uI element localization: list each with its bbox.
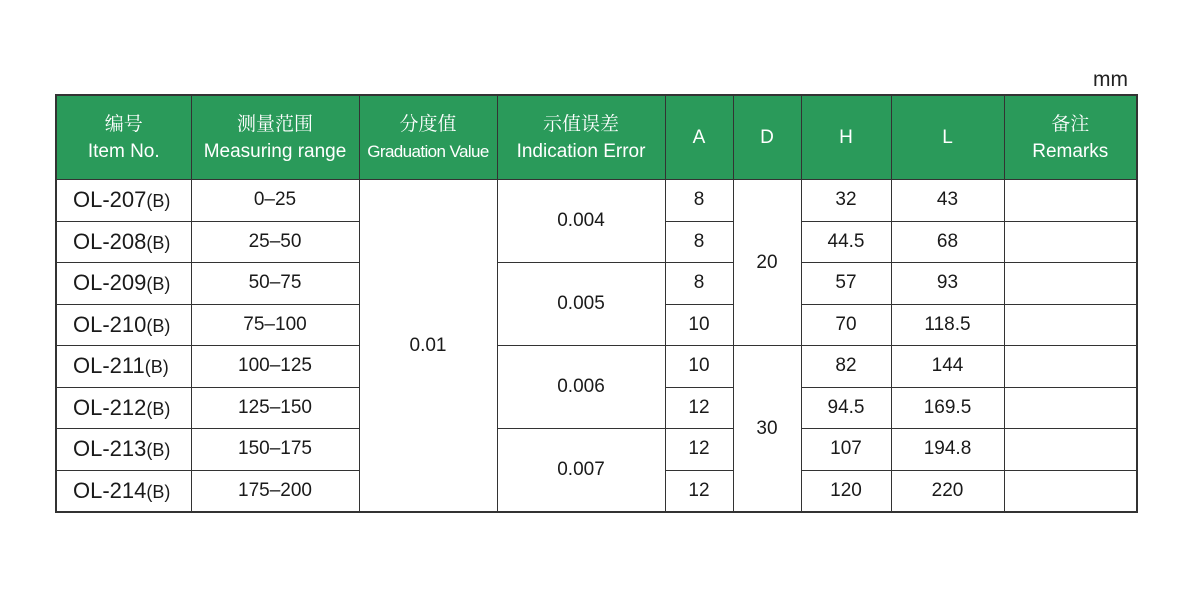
remarks-cell bbox=[1004, 221, 1137, 263]
range-cell: 125–150 bbox=[191, 387, 359, 429]
item-suffix: (B) bbox=[146, 274, 171, 295]
l-cell: 144 bbox=[891, 346, 1004, 388]
item-cell bbox=[56, 221, 191, 263]
header-range-en: Measuring range bbox=[203, 140, 347, 162]
h-cell: 120 bbox=[801, 470, 891, 512]
header-l: L bbox=[891, 95, 1004, 180]
unit-label: mm bbox=[1093, 68, 1128, 91]
range-cell: 175–200 bbox=[191, 470, 359, 512]
a-cell: 8 bbox=[665, 263, 733, 305]
range-cell: 0–25 bbox=[191, 180, 359, 222]
remarks-cell bbox=[1004, 304, 1137, 346]
header-h: H bbox=[801, 95, 891, 180]
range-cell: 75–100 bbox=[191, 304, 359, 346]
header-error-en: Indication Error bbox=[516, 140, 646, 162]
range-cell: 25–50 bbox=[191, 221, 359, 263]
header-graduation-cn: 分度值 bbox=[399, 113, 457, 135]
item-cell bbox=[56, 180, 191, 222]
error-cell: 0.005 bbox=[497, 263, 665, 346]
h-cell: 82 bbox=[801, 346, 891, 388]
item-suffix: (B) bbox=[144, 357, 169, 378]
table-row bbox=[56, 429, 1137, 471]
remarks-cell bbox=[1004, 180, 1137, 222]
range-cell: 100–125 bbox=[191, 346, 359, 388]
spec-table bbox=[55, 94, 1138, 513]
a-cell: 10 bbox=[665, 346, 733, 388]
header-item-cn: 编号 bbox=[104, 113, 143, 135]
l-cell: 93 bbox=[891, 263, 1004, 305]
item-code: OL-212 bbox=[73, 394, 147, 420]
header-range-cn: 测量范围 bbox=[236, 113, 313, 135]
l-cell: 169.5 bbox=[891, 387, 1004, 429]
item-code: OL-214 bbox=[73, 477, 147, 503]
item-cell bbox=[56, 470, 191, 512]
h-cell: 44.5 bbox=[801, 221, 891, 263]
item-code: OL-209 bbox=[73, 270, 147, 296]
table-row bbox=[56, 346, 1137, 388]
l-cell: 43 bbox=[891, 180, 1004, 222]
header-d: D bbox=[733, 95, 801, 180]
item-cell bbox=[56, 387, 191, 429]
a-cell: 12 bbox=[665, 429, 733, 471]
remarks-cell bbox=[1004, 429, 1137, 471]
item-suffix: (B) bbox=[146, 315, 171, 336]
item-suffix: (B) bbox=[146, 440, 171, 461]
l-cell: 118.5 bbox=[891, 304, 1004, 346]
h-cell: 94.5 bbox=[801, 387, 891, 429]
item-suffix: (B) bbox=[146, 481, 171, 502]
h-cell: 107 bbox=[801, 429, 891, 471]
item-code: OL-211 bbox=[73, 353, 145, 379]
h-cell: 32 bbox=[801, 180, 891, 222]
item-suffix: (B) bbox=[146, 398, 171, 419]
d-cell: 30 bbox=[733, 346, 801, 513]
header-error bbox=[497, 95, 665, 180]
header-row bbox=[56, 95, 1137, 180]
error-cell: 0.007 bbox=[497, 429, 665, 513]
item-cell bbox=[56, 304, 191, 346]
header-error-cn: 示值误差 bbox=[542, 113, 619, 135]
item-cell bbox=[56, 346, 191, 388]
error-cell: 0.004 bbox=[497, 180, 665, 263]
header-range bbox=[191, 95, 359, 180]
remarks-cell bbox=[1004, 387, 1137, 429]
range-cell: 150–175 bbox=[191, 429, 359, 471]
h-cell: 57 bbox=[801, 263, 891, 305]
l-cell: 220 bbox=[891, 470, 1004, 512]
item-cell bbox=[56, 263, 191, 305]
d-cell: 20 bbox=[733, 180, 801, 346]
remarks-cell bbox=[1004, 263, 1137, 305]
header-remarks bbox=[1004, 95, 1137, 180]
item-code: OL-208 bbox=[73, 228, 147, 254]
a-cell: 8 bbox=[665, 221, 733, 263]
item-code: OL-207 bbox=[73, 187, 147, 213]
item-suffix: (B) bbox=[146, 191, 171, 212]
range-cell: 50–75 bbox=[191, 263, 359, 305]
item-code: OL-210 bbox=[73, 311, 147, 337]
graduation-cell: 0.01 bbox=[359, 180, 497, 513]
header-remarks-cn: 备注 bbox=[1051, 113, 1090, 135]
remarks-cell bbox=[1004, 346, 1137, 388]
header-a: A bbox=[665, 95, 733, 180]
item-code: OL-213 bbox=[73, 436, 147, 462]
header-item bbox=[56, 95, 191, 180]
error-cell: 0.006 bbox=[497, 346, 665, 429]
item-cell bbox=[56, 429, 191, 471]
a-cell: 12 bbox=[665, 387, 733, 429]
item-suffix: (B) bbox=[146, 232, 171, 253]
header-graduation bbox=[359, 95, 497, 180]
h-cell: 70 bbox=[801, 304, 891, 346]
l-cell: 194.8 bbox=[891, 429, 1004, 471]
header-remarks-en: Remarks bbox=[1032, 140, 1109, 162]
table-row bbox=[56, 180, 1137, 222]
header-item-en: Item No. bbox=[87, 140, 160, 162]
a-cell: 12 bbox=[665, 470, 733, 512]
a-cell: 10 bbox=[665, 304, 733, 346]
header-graduation-en: Graduation Value bbox=[367, 141, 489, 161]
table-row bbox=[56, 263, 1137, 305]
remarks-cell bbox=[1004, 470, 1137, 512]
a-cell: 8 bbox=[665, 180, 733, 222]
l-cell: 68 bbox=[891, 221, 1004, 263]
